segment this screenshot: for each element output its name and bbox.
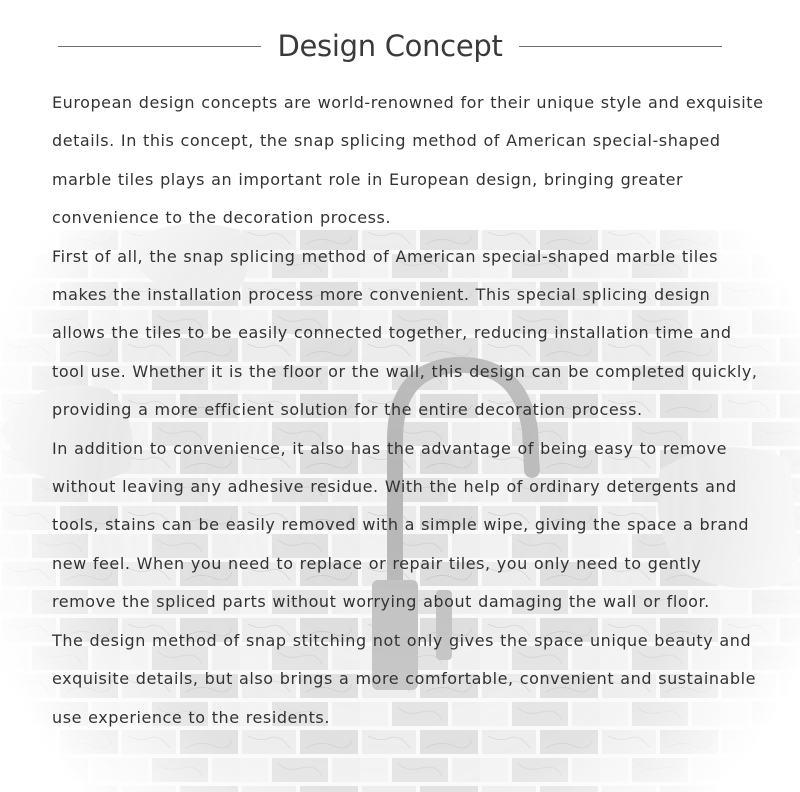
paragraph-conclusion: The design method of snap stitching not only gives the space unique beauty and exquisite details, but also brings a more comfortable, convenient and sustainable use experience to the residents. [52, 630, 756, 727]
paragraph-intro: European design concepts are world-renowned for their unique style and exquisite details. In this concept, the snap splicing method of American special-shaped marble tiles plays an important role in European design, bringing greater convenience to the decoration process. [52, 93, 764, 228]
title-left-rule [58, 46, 261, 47]
paragraph-removal: In addition to convenience, it also has the advantage of being easy to remove without leaving any adhesive residue. With the help of ordinary detergents and tools, stains can be easily removed with a simple wipe, giving the space a brand new feel. When you need to replace or repair tiles, you only need to gently remove the spliced parts without worrying about damaging the wall or floor. [52, 438, 750, 612]
title-row [58, 24, 722, 68]
body-text [52, 84, 764, 737]
paragraph-installation: First of all, the snap splicing method of American special-shaped marble tiles makes the installation process more convenient. This special splicing design allows the tiles to be easily connected together, reducing installation time and tool use. Whether it is the floor or the wall, this design can be completed quickly, providing a more efficient solution for the entire decoration process. [52, 246, 758, 420]
page-title: Design Concept [277, 29, 503, 63]
title-right-rule [519, 46, 722, 47]
